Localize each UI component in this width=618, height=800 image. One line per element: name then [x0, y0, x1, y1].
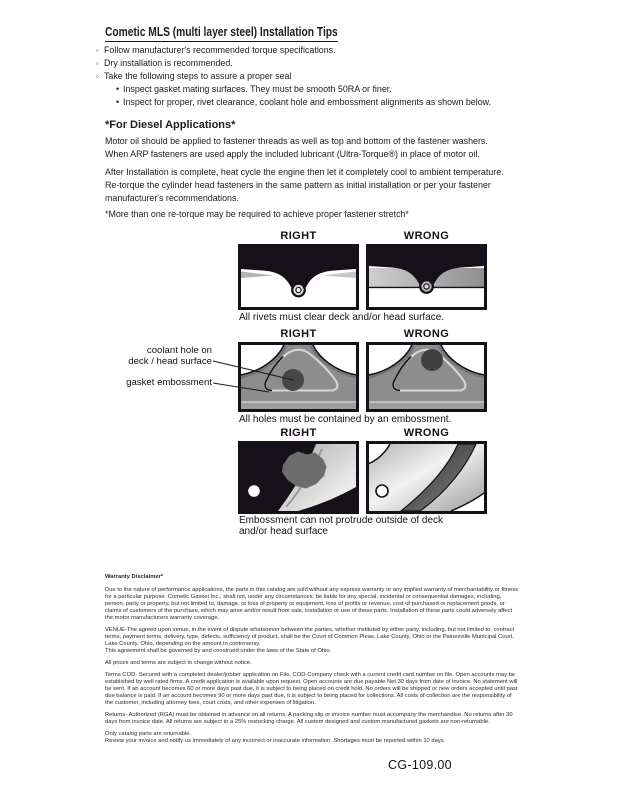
coolant-hole-annotation	[108, 345, 212, 367]
fig1-right-label: RIGHT	[280, 230, 317, 242]
open-bullet-icon: ◦	[96, 72, 99, 81]
page-title-text: Cometic MLS (multi layer steel) Installation Tips	[105, 25, 338, 42]
warranty-venue-paragraph: VENUE-The agreed upon venue, in the event of dispute whatsoever between the parties, whether instituted by either party, including, but not limited to, contract terms, payment terms, delivery, type, defects, sufficiency of product, shall be the Court of Common Pleas, Lake County, Ohio or the Painesville Municipal Court, Lake County, Ohio, depending on the amount in controversy.	[105, 627, 515, 647]
annotation-line: deck / head surface	[128, 356, 212, 367]
list-item	[96, 57, 491, 70]
installation-tips-list	[96, 44, 491, 109]
annotation-leader-lines	[212, 350, 302, 400]
list-item	[96, 44, 491, 57]
list-item-text: Follow manufacturer's recommended torque specifications.	[104, 45, 336, 55]
warranty-heading: Warranty Disclaimer*	[105, 574, 164, 580]
list-item	[96, 96, 491, 109]
list-item	[96, 83, 491, 96]
fig2-caption: All holes must be contained by an embossment.	[239, 414, 452, 425]
rivet-clearance-right-illustration	[241, 247, 356, 307]
diesel-paragraph-heat-cycle: After Installation is complete, heat cycle the engine then let it completely cool to ambient temperature. Re-torque the cylinder head fasteners in the same pattern as initial installation or per your fastener manufacturer's recommendations.	[105, 167, 504, 203]
fig1-wrong-label: WRONG	[403, 230, 450, 242]
warranty-liability-paragraph: Due to the nature of performance applications, the parts in this catalog are sold without any express warranty or any implied warranty of merchantability or fitness for a particular purpose. Cometic Gasket Inc., shall not, under any circumstances, be liable for any special, incidental or consequential damages, including, person, party or property, but not limited to, damage, or loss of property or equipment, loss of profits or revenue, cost of purchased or replacement goods, or claims of customers of the purchase, which may arise and/or result from sale, installation or use of these parts. Installation of these parts could adversely affect the motor manufacturers warranty coverage.	[105, 587, 519, 621]
diesel-paragraph-oil: Motor oil should be applied to fastener threads as well as top and bottom of the fastener washers. When ARP fasteners are used apply the included lubricant (Ultra-Torque®) in place of motor oil.	[105, 136, 488, 159]
embossment-protrude-right-illustration	[241, 444, 356, 511]
gasket-embossment-annotation: gasket embossment	[126, 377, 212, 388]
filled-bullet-icon: •	[116, 84, 120, 94]
open-bullet-icon: ◦	[96, 46, 99, 55]
retorque-note: *More than one re-torque may be required to achieve proper fastener stretch*	[105, 209, 409, 219]
warranty-disclaimer-section	[105, 574, 519, 750]
fig3-right-label: RIGHT	[280, 427, 317, 439]
fig3-wrong-label: WRONG	[403, 427, 450, 439]
fig2-wrong-label: WRONG	[403, 328, 450, 340]
warranty-returnable-line: Only catalog parts are returnable.	[105, 731, 192, 737]
list-item-text: Inspect for proper, rivet clearance, coolant hole and embossment alignments as shown below.	[123, 97, 492, 107]
list-item-text: Inspect gasket mating surfaces. They must be smooth 50RA or finer.	[123, 84, 392, 94]
embossment-protrude-wrong-illustration	[369, 444, 484, 511]
fig2-right-label: RIGHT	[280, 328, 317, 340]
fig-rivet-right-diagram	[238, 244, 359, 310]
fig3-caption	[239, 515, 443, 537]
rivet-clearance-wrong-illustration	[369, 247, 484, 307]
page-number: CG-109.00	[388, 758, 452, 772]
list-item	[96, 70, 491, 83]
open-bullet-icon: ◦	[96, 59, 99, 68]
warranty-governing-law-line: This agreement shall be governed by and construed under the laws of the State of Ohio.	[105, 648, 332, 654]
coolant-hole-wrong-illustration	[369, 345, 484, 409]
fig-rivet-wrong-diagram	[366, 244, 487, 310]
annotation-line: coolant hole on	[146, 345, 212, 356]
filled-bullet-icon: •	[116, 97, 120, 107]
fig-coolant-wrong-diagram	[366, 342, 487, 412]
warranty-returns-paragraph: Returns- Authorized (RGA) must be obtained in advance on all returns. A packing slip or invoice number must accompany the merchandise. No returns after 30 days from invoice date. All returns are subject to a 25% restocking charge. All custom designed and custom manufactured gaskets are non-returnable.	[105, 712, 513, 725]
list-item-text: Dry installation is recommended.	[104, 58, 233, 68]
caption-line: and/or head surface	[239, 526, 328, 537]
fig1-caption: All rivets must clear deck and/or head surface.	[239, 312, 445, 323]
caption-line: Embossment can not protrude outside of deck	[239, 515, 444, 526]
warranty-prices-line: All prices and terms are subject to change without notice.	[105, 660, 252, 666]
list-item-text: Take the following steps to assure a proper seal	[104, 71, 292, 81]
warranty-terms-paragraph: Terms COD- Secured with a completed dealer/jobber application on File, COD-Company check with a current credit card number on file. Open accounts may be established by well rated firms. A credit application is available upon request. Open accounts are due payable Net 30 days from date of invoice. No statement will be sent. If an account becomes 60 or more days past due, it is subject to being placed on credit hold. No orders will be shipped or new orders accepted until past due balance is paid. If an account becomes 90 or more days past due, it is subject to being placed for collections. All costs of collection are the responsibility of the customer, including attorney fees, court costs, and other expenses of litigation.	[105, 672, 518, 706]
fig-protrude-right-diagram	[238, 441, 359, 514]
page-title	[105, 25, 338, 39]
warranty-review-line: Review your invoice and notify us immediately of any incorrect or inaccurate information. Shortages must be reported within 10 days.	[105, 738, 446, 744]
diesel-section-heading: *For Diesel Applications*	[105, 119, 236, 131]
fig-protrude-wrong-diagram	[366, 441, 487, 514]
